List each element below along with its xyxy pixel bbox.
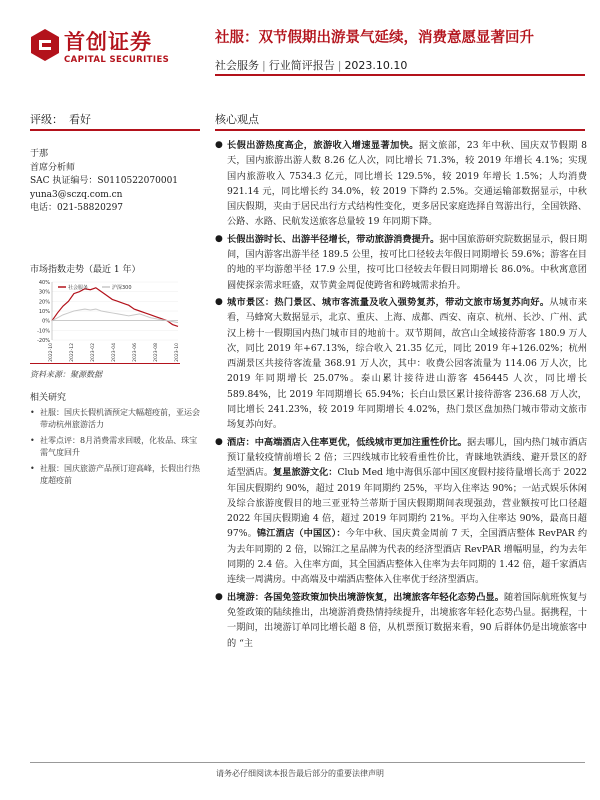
rating	[30, 111, 200, 127]
paragraph-lead: 出境游：各国免签政策加快出境游恢复，出境旅客年轻化态势凸显。	[227, 591, 504, 603]
bullet-icon: •	[30, 436, 35, 445]
x-tick-label: 2023-02	[91, 343, 96, 362]
y-tick-label: 10%	[38, 309, 50, 315]
bullet-icon: •	[30, 408, 35, 417]
analyst-info	[30, 148, 200, 216]
x-tick-label: 2023-06	[133, 343, 138, 362]
chart-source: 资料来源：聚源数据	[30, 370, 102, 379]
rating-divider	[30, 129, 200, 131]
x-tick-label: 2023-10	[175, 343, 180, 362]
y-tick-label: 20%	[38, 299, 50, 306]
analyst-sac: SAC 执证编号：S0110522070001	[30, 176, 179, 186]
logo-english-name: CAPITAL SECURITIES	[64, 55, 170, 65]
legend-label: 沪深300	[112, 285, 132, 291]
x-tick-label: 2023-04	[112, 343, 117, 362]
footer-disclaimer: 请务必仔细阅读本报告最后部分的重要法律声明	[216, 769, 384, 778]
related-research-heading: 相关研究	[30, 393, 67, 403]
paragraph-text: 据去哪儿，国内热门城市酒店预订量较疫情前增长 2 倍；三四线城市比较看重性价比，青睐地铁酒线、避开景区的舒适型酒店。	[227, 436, 588, 479]
paragraph-outbound	[215, 590, 587, 651]
related-item[interactable]: • 社零点评：8月消费需求回暖，化妆品、珠宝需气度回升	[30, 436, 198, 457]
paragraph-sublead: 复星旅游文化：	[273, 467, 338, 479]
paragraph-lead: 长假出游时长、出游半径增长，带动旅游消费提升。	[227, 233, 440, 245]
header-divider	[215, 74, 585, 76]
analyst-email: yuna3@sczq.com.cn	[30, 189, 123, 200]
rating-value: 看好	[69, 113, 91, 126]
company-logo	[30, 26, 200, 70]
related-research-list	[30, 407, 200, 491]
x-tick-label: 2022-12	[70, 343, 75, 362]
bullet-icon: ●	[215, 436, 223, 447]
bullet-icon: •	[30, 464, 35, 473]
section-title: 核心观点	[215, 113, 259, 126]
y-tick-label: 30%	[38, 289, 50, 296]
report-category: 社会服务	[215, 59, 259, 72]
report-title: 社服：双节假期出游景气延续，消费意愿显著回升	[215, 30, 534, 46]
paragraph-travel-radius	[215, 232, 587, 293]
footer-divider	[30, 762, 585, 763]
bullet-icon: ●	[215, 233, 223, 244]
report-meta: 社会服务 | 行业简评报告 | 2023.10.10	[215, 59, 408, 72]
logo-chinese-name: 首创证券	[64, 30, 152, 54]
report-type: 行业简评报告	[268, 59, 335, 72]
chart-title: 市场指数走势（最近 1 年）	[30, 265, 141, 275]
bullet-icon: ●	[215, 296, 223, 307]
x-tick-label: 2023-08	[154, 343, 159, 362]
market-index-chart	[30, 278, 180, 366]
y-tick-label: 40%	[38, 280, 50, 286]
legend-label: 社会服务	[68, 285, 89, 291]
paragraph-text: Club Med 地中海俱乐部中国区度假村接待量增长高于 2022 年国庆假期约 90%，超过 2019 年同期约 25%，平均入住率达 90%；一站式娱乐休闲及综合旅游度假目的地三亚亚特兰蒂斯于国庆假期期间表现强劲，营业额按可比口径超 2022 年国庆假期逾 4 倍，超过 2019 年同期约 21%。平均入住率达 90%，最高日超 97%。	[227, 467, 588, 540]
bullet-icon: ●	[215, 591, 223, 602]
paragraph-text: 据中国旅游研究院数据显示，假日期间，国内游客出游半径 189.5 公里，按可比口径较去年假日同期增长 59.6%；游客在目的地的平均游憩半径 17.9 公里，按可比口径较去年假日同期增长 86.0%。中秋寓意团圆使探亲需求旺盛，双节黄金周促使跨省和跨城需求抬升。	[227, 233, 588, 291]
paragraph-hotel	[215, 435, 587, 588]
analyst-role: 首席分析师	[30, 162, 76, 173]
paragraph-text: 据文旅部，23 年中秋、国庆双节假期 8 天，国内旅游出游人数 8.26 亿人次，同比增长 71.3%，较 2019 年增长 4.1%；实现国内旅游收入 7534.3 亿元，同比增长 129.5%，较 2019 年增长 1.5%；人均消费 921.14 元，同比增长约 34.0%，较 2019 下降约 2.5%。交通运输部数据显示，中秋国庆假期，夹由于居民出行方式结构性变化，更多居民家庭选择自驾游出行，全国铁路、公路、水路、民航发送旅客总量较 19 年同期下降。	[227, 140, 587, 228]
y-tick-label: -10%	[37, 328, 50, 335]
paragraph-lead: 城市景区：热门景区、城市客流量及收入强势复苏，带动文旅市场复苏向好。	[227, 296, 550, 308]
paragraph-text: 随着国际航班恢复与免签政策的陆续推出，出境游消费热情持续提升，出境旅客年轻化态势凸显。据携程，十一期间，出境游订单同比增长超 8 倍，从机票预订数据来看，90 后群体仍是出境旅客中的 “主	[227, 591, 588, 649]
analyst-phone: 电话：021-58820297	[30, 203, 124, 213]
paragraph-city-scenic	[215, 295, 587, 433]
paragraph-text: 从城市来看，马蜂窝大数据显示，北京、重庆、上海、成都、西安、南京、杭州、长沙、广州、武汉上榜十一假期国内热门城市目的地前十。双节期间，故宫山全域接待游客 180.9 万人次，同比 2019 年+67.13%，综合收入 21.35 亿元，同比 2019 年+126.02%；杭州西湖景区共接待客流量 368.91 万人次，其中：收费公园客流量为 114.06 万人次，比 2019 年同期增长 25.07%。泰山累计接待进山游客 456445 人次，同比增长 589.84%，比 2019 年同期增长 65.94%；长白山景区累计接待游客 236.68 万人次，同比增长 241.23%，较 2019 年同期增长 4.02%，热门景区盘加热门城市带动文旅市场复苏向好。	[227, 296, 588, 431]
paragraph-text: 今年中秋、国庆黄金周前 7 天，全国酒店整体 RevPAR 约为去年同期的 2 倍，以锦江之星品牌为代表的经济型酒店 RevPAR 增幅明显，约为去年同期的 2.4 倍。入住率方面，其全国酒店整体入住率为去年同期的 1.42 倍，超千家酒店连续一周满房。中高端及中端酒店整体入住率优于经济型酒店。	[227, 528, 588, 586]
x-tick-label: 2022-10	[49, 343, 54, 362]
paragraph-sublead: 锦江酒店（中国区）：	[256, 528, 346, 540]
chart-divider	[30, 363, 180, 364]
paragraph-travel-heat	[215, 138, 587, 230]
rating-label: 评级：	[30, 113, 63, 126]
related-item[interactable]: • 社服：国庆长假机酒预定大幅超疫前，亚运会带动杭州旅游活力	[30, 408, 200, 429]
paragraph-lead: 酒店：中高端酒店入住率更优，低线城市更加注重性价比。	[227, 436, 468, 448]
paragraph-lead: 长假出游热度高企，旅游收入增速显著加快。	[227, 140, 419, 151]
y-tick-label: -20%	[37, 338, 50, 344]
report-body	[215, 138, 587, 653]
logo-mark-icon	[30, 28, 60, 62]
y-tick-label: 0%	[42, 318, 50, 325]
bullet-icon: ●	[215, 140, 223, 150]
analyst-name: 于那	[30, 149, 49, 159]
section-divider	[215, 129, 585, 131]
report-date: 2023.10.10	[344, 59, 408, 72]
related-item[interactable]: • 社服：国庆旅游产品预订迎高峰，长假出行热度超疫前	[30, 464, 200, 485]
